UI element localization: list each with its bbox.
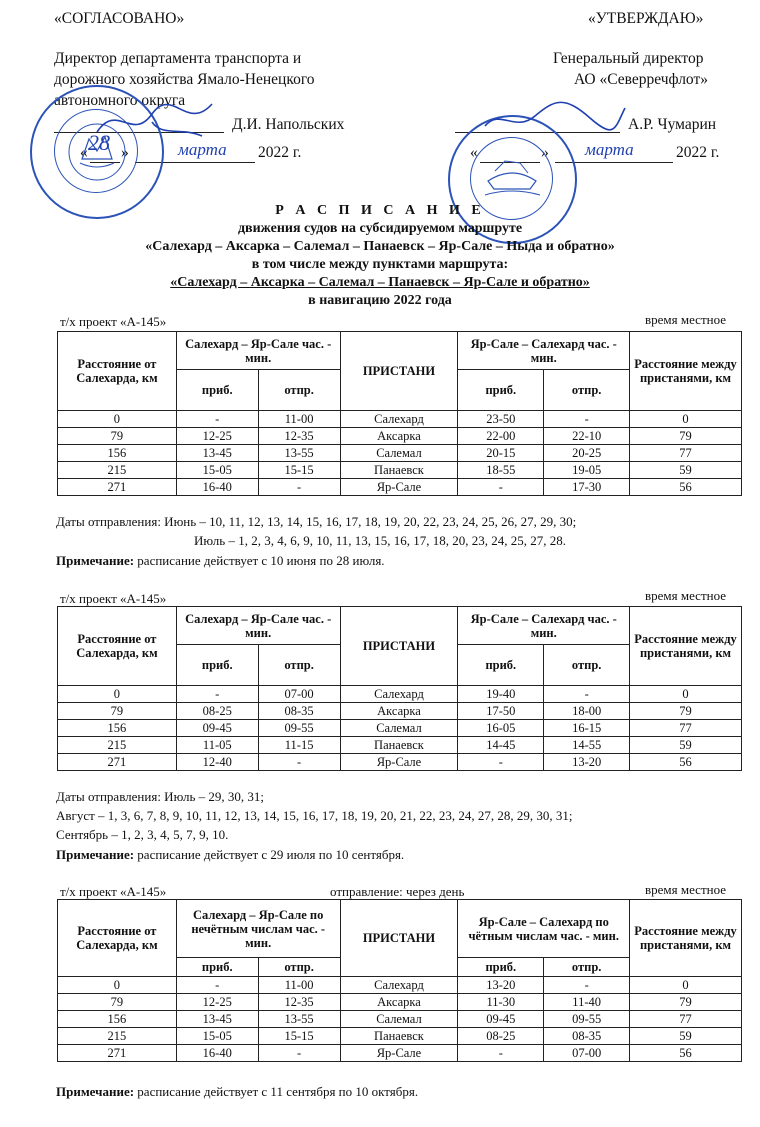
cell-between: 56	[630, 479, 742, 496]
table-row	[58, 428, 742, 445]
header-forward-odd: Салехард – Яр-Сале по нечётным числам час. - мин.	[176, 900, 340, 958]
table-row	[58, 737, 742, 754]
table2-dates-2: Август – 1, 3, 6, 7, 8, 9, 10, 11, 12, 13, 14, 15, 16, 17, 18, 19, 20, 21, 22, 23, 24, 27, 28, 29, 30, 31;	[56, 808, 573, 823]
cell-fwd-dep: 08-35	[258, 703, 340, 720]
cell-pier: Аксарка	[340, 428, 458, 445]
table-row	[58, 1011, 742, 1028]
header-arr: приб.	[176, 370, 258, 411]
cell-fwd-arr: 09-45	[176, 720, 258, 737]
cell-pier: Панаевск	[340, 737, 458, 754]
header-between: Расстояние между пристанями, км	[630, 607, 742, 686]
handwritten-date-day-left: 28	[88, 130, 110, 155]
header-backward-even: Яр-Сале – Салехард по чётным числам час. - мин.	[458, 900, 630, 958]
header-dep: отпр.	[258, 370, 340, 411]
cell-back-dep: -	[544, 411, 630, 428]
table3-local-time: время местное	[645, 882, 727, 897]
cell-back-arr: 23-50	[458, 411, 544, 428]
cell-fwd-dep: 11-15	[258, 737, 340, 754]
header-piers: ПРИСТАНИ	[340, 900, 458, 977]
cell-back-arr: 22-00	[458, 428, 544, 445]
cell-distance: 215	[58, 737, 177, 754]
cell-distance: 0	[58, 977, 177, 994]
cell-fwd-dep: -	[258, 479, 340, 496]
cell-back-dep: 14-55	[544, 737, 630, 754]
cell-fwd-arr: -	[176, 977, 258, 994]
cell-fwd-dep: -	[258, 754, 340, 771]
header-piers: ПРИСТАНИ	[340, 332, 458, 411]
cell-fwd-arr: 15-05	[176, 1028, 258, 1045]
approval-right-date-year: 2022 г.	[676, 144, 720, 161]
cell-pier: Салемал	[340, 445, 458, 462]
schedule-table-1	[57, 331, 742, 496]
cell-pier: Панаевск	[340, 1028, 458, 1045]
table1-local-time: время местное	[645, 312, 727, 327]
table1-dates-2: Июль – 1, 2, 3, 4, 6, 9, 10, 11, 13, 15, 16, 17, 18, 20, 23, 24, 25, 27, 28.	[194, 533, 566, 548]
cell-back-arr: 08-25	[458, 1028, 544, 1045]
cell-back-dep: 13-20	[544, 754, 630, 771]
cell-distance: 215	[58, 462, 177, 479]
table-row	[58, 977, 742, 994]
schedule-table-2	[57, 606, 742, 771]
cell-fwd-arr: -	[176, 686, 258, 703]
cell-back-arr: 14-45	[458, 737, 544, 754]
cell-fwd-arr: 12-40	[176, 754, 258, 771]
schedule-table-3	[57, 899, 742, 1062]
cell-back-dep: 09-55	[544, 1011, 630, 1028]
cell-back-arr: 09-45	[458, 1011, 544, 1028]
cell-fwd-arr: 13-45	[176, 445, 258, 462]
approval-right-line2: АО «Северречфлот»	[574, 71, 709, 88]
cell-fwd-dep: 09-55	[258, 720, 340, 737]
cell-back-dep: 16-15	[544, 720, 630, 737]
cell-back-dep: 22-10	[544, 428, 630, 445]
cell-distance: 79	[58, 703, 177, 720]
cell-pier: Салехард	[340, 411, 458, 428]
cell-between: 79	[630, 703, 742, 720]
cell-fwd-dep: 11-00	[258, 977, 340, 994]
table2-dates-3: Сентябрь – 1, 2, 3, 4, 5, 7, 9, 10.	[56, 827, 229, 842]
approver-left-name: Д.И. Напольских	[232, 116, 345, 133]
cell-back-dep: 18-00	[544, 703, 630, 720]
cell-fwd-arr: 15-05	[176, 462, 258, 479]
cell-fwd-dep: 13-55	[258, 1011, 340, 1028]
cell-back-dep: 07-00	[544, 1045, 630, 1062]
cell-pier: Аксарка	[340, 994, 458, 1011]
header-distance: Расстояние от Салехарда, км	[58, 332, 177, 411]
approval-left-line2: дорожного хозяйства Ямало-Ненецкого	[54, 71, 315, 88]
table2-dates-1: Даты отправления: Июль – 29, 30, 31;	[56, 789, 264, 804]
cell-back-arr: -	[458, 754, 544, 771]
cell-back-arr: -	[458, 1045, 544, 1062]
cell-fwd-arr: 08-25	[176, 703, 258, 720]
header-forward: Салехард – Яр-Сале час. - мин.	[176, 332, 340, 370]
title-line2: «Салехард – Аксарка – Салемал – Панаевск – Яр-Сале – Ныда и обратно»	[145, 239, 615, 254]
table-row	[58, 720, 742, 737]
cell-pier: Аксарка	[340, 703, 458, 720]
cell-back-dep: -	[544, 686, 630, 703]
cell-pier: Яр-Сале	[340, 754, 458, 771]
header-dep: отпр.	[258, 645, 340, 686]
cell-fwd-arr: 16-40	[176, 1045, 258, 1062]
title-line1: движения судов на субсидируемом маршруте	[237, 221, 523, 236]
cell-fwd-dep: 11-00	[258, 411, 340, 428]
header-piers: ПРИСТАНИ	[340, 607, 458, 686]
cell-back-dep: 19-05	[544, 462, 630, 479]
cell-between: 77	[630, 1011, 742, 1028]
table-row	[58, 445, 742, 462]
cell-back-arr: 17-50	[458, 703, 544, 720]
cell-fwd-dep: 15-15	[258, 1028, 340, 1045]
cell-between: 59	[630, 462, 742, 479]
cell-fwd-dep: 12-35	[258, 428, 340, 445]
cell-back-dep: -	[544, 977, 630, 994]
cell-fwd-arr: 12-25	[176, 428, 258, 445]
cell-between: 77	[630, 720, 742, 737]
title-line5: в навигацию 2022 года	[308, 293, 452, 308]
cell-back-dep: 08-35	[544, 1028, 630, 1045]
header-dep: отпр.	[544, 370, 630, 411]
cell-fwd-dep: 07-00	[258, 686, 340, 703]
signature-left	[92, 92, 232, 147]
cell-fwd-dep: 15-15	[258, 462, 340, 479]
cell-back-arr: 16-05	[458, 720, 544, 737]
approval-left-line1: Директор департамента транспорта и	[54, 50, 302, 67]
table2-local-time: время местное	[645, 588, 727, 603]
table-row	[58, 686, 742, 703]
cell-fwd-dep: 12-35	[258, 994, 340, 1011]
header-dep: отпр.	[544, 958, 630, 977]
cell-distance: 156	[58, 720, 177, 737]
cell-fwd-arr: 11-05	[176, 737, 258, 754]
cell-pier: Панаевск	[340, 462, 458, 479]
document-title: Р А С П И С А Н И Е	[275, 203, 485, 218]
cell-distance: 271	[58, 1045, 177, 1062]
cell-fwd-arr: 13-45	[176, 1011, 258, 1028]
table-row	[58, 462, 742, 479]
table-row	[58, 994, 742, 1011]
header-between: Расстояние между пристанями, км	[630, 332, 742, 411]
cell-fwd-arr: 12-25	[176, 994, 258, 1011]
table3-note: Примечание: расписание действует с 11 сентября по 10 октября.	[56, 1084, 419, 1099]
cell-back-arr: -	[458, 479, 544, 496]
header-arr: приб.	[176, 958, 258, 977]
title-line4: «Салехард – Аксарка – Салемал – Панаевск – Яр-Сале и обратно»	[170, 275, 590, 290]
cell-between: 79	[630, 428, 742, 445]
cell-fwd-dep: 13-55	[258, 445, 340, 462]
cell-fwd-arr: 16-40	[176, 479, 258, 496]
header-arr: приб.	[176, 645, 258, 686]
table2-vessel: т/х проект «А-145»	[60, 591, 167, 606]
table-row	[58, 479, 742, 496]
cell-pier: Яр-Сале	[340, 1045, 458, 1062]
cell-back-arr: 13-20	[458, 977, 544, 994]
cell-between: 0	[630, 977, 742, 994]
header-dep: отпр.	[258, 958, 340, 977]
handwritten-date-month-right: марта	[585, 140, 634, 159]
cell-between: 0	[630, 686, 742, 703]
cell-back-arr: 19-40	[458, 686, 544, 703]
cell-between: 59	[630, 1028, 742, 1045]
approval-left-line3: автономного округа	[54, 92, 186, 109]
cell-back-arr: 20-15	[458, 445, 544, 462]
table1-note: Примечание: расписание действует с 10 июня по 28 июля.	[56, 553, 385, 568]
header-between: Расстояние между пристанями, км	[630, 900, 742, 977]
approval-right-heading: «УТВЕРЖДАЮ»	[588, 10, 704, 27]
cell-between: 59	[630, 737, 742, 754]
signature-right	[480, 88, 630, 143]
table-row	[58, 1045, 742, 1062]
handwritten-date-month-left: марта	[178, 140, 227, 159]
cell-between: 77	[630, 445, 742, 462]
header-distance: Расстояние от Салехарда, км	[58, 900, 177, 977]
header-backward: Яр-Сале – Салехард час. - мин.	[458, 332, 630, 370]
table-row	[58, 703, 742, 720]
cell-distance: 79	[58, 428, 177, 445]
cell-distance: 271	[58, 479, 177, 496]
table-row	[58, 754, 742, 771]
cell-between: 0	[630, 411, 742, 428]
cell-distance: 271	[58, 754, 177, 771]
cell-back-dep: 17-30	[544, 479, 630, 496]
header-arr: приб.	[458, 370, 544, 411]
table-row	[58, 411, 742, 428]
header-arr: приб.	[458, 958, 544, 977]
cell-back-dep: 11-40	[544, 994, 630, 1011]
cell-distance: 0	[58, 411, 177, 428]
header-arr: приб.	[458, 645, 544, 686]
cell-fwd-arr: -	[176, 411, 258, 428]
header-backward: Яр-Сале – Салехард час. - мин.	[458, 607, 630, 645]
cell-pier: Яр-Сале	[340, 479, 458, 496]
approval-right-line1: Генеральный директор	[553, 50, 704, 67]
cell-distance: 0	[58, 686, 177, 703]
cell-distance: 79	[58, 994, 177, 1011]
approver-right-name: А.Р. Чумарин	[628, 116, 717, 133]
table-row	[58, 1028, 742, 1045]
approval-left-heading: «СОГЛАСОВАНО»	[54, 10, 185, 27]
approval-left-date-year: 2022 г.	[258, 144, 302, 161]
cell-distance: 156	[58, 445, 177, 462]
cell-pier: Салемал	[340, 1011, 458, 1028]
table1-dates-1: Даты отправления: Июнь – 10, 11, 12, 13, 14, 15, 16, 17, 18, 19, 20, 22, 23, 24, 25, 26, 27, 29, 30;	[56, 514, 577, 529]
cell-distance: 215	[58, 1028, 177, 1045]
table1-vessel: т/х проект «А-145»	[60, 314, 167, 329]
header-distance: Расстояние от Салехарда, км	[58, 607, 177, 686]
header-forward: Салехард – Яр-Сале час. - мин.	[176, 607, 340, 645]
cell-back-arr: 18-55	[458, 462, 544, 479]
table3-vessel: т/х проект «А-145»	[60, 884, 167, 899]
table2-note: Примечание: расписание действует с 29 июля по 10 сентября.	[56, 847, 405, 862]
cell-pier: Салехард	[340, 977, 458, 994]
table3-departure: отправление: через день	[330, 884, 465, 899]
cell-pier: Салемал	[340, 720, 458, 737]
cell-between: 56	[630, 1045, 742, 1062]
cell-pier: Салехард	[340, 686, 458, 703]
cell-fwd-dep: -	[258, 1045, 340, 1062]
title-line3: в том числе между пунктами маршрута:	[251, 257, 509, 272]
cell-back-arr: 11-30	[458, 994, 544, 1011]
cell-between: 79	[630, 994, 742, 1011]
cell-between: 56	[630, 754, 742, 771]
cell-distance: 156	[58, 1011, 177, 1028]
header-dep: отпр.	[544, 645, 630, 686]
cell-back-dep: 20-25	[544, 445, 630, 462]
